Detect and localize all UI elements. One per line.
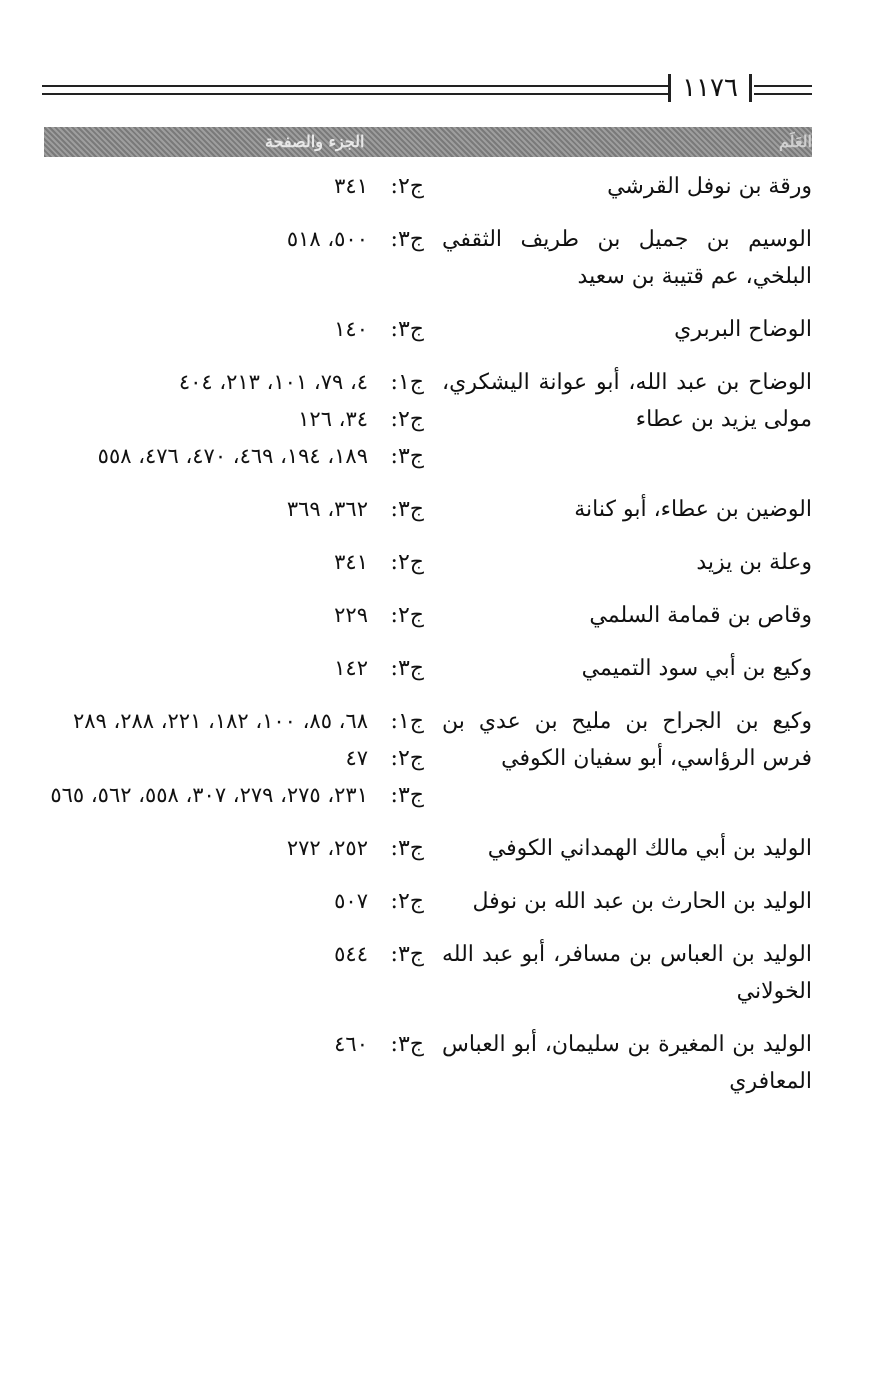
- volume-label: ج٣:: [390, 227, 424, 252]
- entry-name: الوليد بن الحارث بن عبد الله بن نوفل: [472, 889, 812, 914]
- volume-label: ج٣:: [390, 444, 424, 469]
- entry-references: [44, 311, 424, 348]
- page-numbers: ٢٣١، ٢٧٥، ٢٧٩، ٣٠٧، ٥٥٨، ٥٦٢، ٥٦٥: [50, 783, 368, 807]
- reference-line: [44, 364, 424, 401]
- header-divider: [668, 74, 671, 102]
- page-numbers: ٣٦٢، ٣٦٩: [286, 497, 368, 521]
- column-header-band: [44, 127, 812, 157]
- entry-name: وكيع بن الجراح بن مليح بن عدي بن فرس الرؤاسي، أبو سفيان الكوفي: [442, 709, 812, 771]
- volume-label: ج١:: [390, 370, 424, 395]
- column-header-name: العَلَم: [779, 132, 812, 151]
- volume-label: ج٣:: [390, 317, 424, 342]
- volume-label: ج٢:: [390, 550, 424, 575]
- volume-label: ج٢:: [390, 174, 424, 199]
- entry-name: الوضاح البربري: [674, 317, 812, 342]
- index-entry: [44, 1026, 812, 1100]
- reference-line: [44, 438, 424, 475]
- reference-line: [44, 311, 424, 348]
- volume-label: ج٢:: [390, 603, 424, 628]
- entry-references: [44, 221, 424, 258]
- volume-label: ج٢:: [390, 407, 424, 432]
- entry-name: الوليد بن العباس بن مسافر، أبو عبد الله الخولاني: [442, 942, 812, 1004]
- entry-name: ورقة بن نوفل القرشي: [607, 174, 812, 199]
- page-numbers: ٢٥٢، ٢٧٢: [286, 836, 368, 860]
- reference-line: [44, 1026, 424, 1063]
- volume-label: ج٣:: [390, 497, 424, 522]
- header-divider: [749, 74, 752, 102]
- page-numbers: ٣٤، ١٢٦: [298, 407, 368, 431]
- page-header: [42, 74, 812, 104]
- reference-line: [44, 740, 424, 777]
- index-entry: [44, 311, 812, 348]
- index-entry: [44, 544, 812, 581]
- index-entry: [44, 491, 812, 528]
- page-numbers: ٢٢٩: [334, 603, 368, 627]
- entry-name: وقاص بن قمامة السلمي: [589, 603, 812, 628]
- reference-line: [44, 936, 424, 973]
- volume-label: ج٢:: [390, 889, 424, 914]
- entry-references: [44, 364, 424, 475]
- volume-label: ج٣:: [390, 1032, 424, 1057]
- reference-line: [44, 544, 424, 581]
- reference-line: [44, 597, 424, 634]
- page-numbers: ١٤٢: [334, 656, 368, 680]
- entry-name: الوليد بن المغيرة بن سليمان، أبو العباس المعافري: [442, 1032, 812, 1094]
- reference-line: [44, 491, 424, 528]
- entry-name: الوضين بن عطاء، أبو كنانة: [574, 497, 812, 522]
- reference-line: [44, 830, 424, 867]
- index-entries: [44, 168, 812, 1116]
- volume-label: ج٣:: [390, 656, 424, 681]
- entry-references: [44, 597, 424, 634]
- page-numbers: ٥٠٠، ٥١٨: [286, 227, 368, 251]
- volume-label: ج٢:: [390, 746, 424, 771]
- reference-line: [44, 401, 424, 438]
- index-entry: [44, 936, 812, 1010]
- entry-references: [44, 1026, 424, 1063]
- page-numbers: ٤٦٠: [334, 1032, 368, 1056]
- entry-name: وعلة بن يزيد: [696, 550, 812, 575]
- entry-references: [44, 703, 424, 814]
- index-entry: [44, 650, 812, 687]
- entry-references: [44, 544, 424, 581]
- entry-references: [44, 883, 424, 920]
- index-entry: [44, 168, 812, 205]
- index-entry: [44, 830, 812, 867]
- reference-line: [44, 777, 424, 814]
- volume-label: ج٣:: [390, 783, 424, 808]
- reference-line: [44, 703, 424, 740]
- entry-references: [44, 168, 424, 205]
- index-entry: [44, 703, 812, 814]
- volume-label: ج٣:: [390, 942, 424, 967]
- reference-line: [44, 221, 424, 258]
- entry-name: وكيع بن أبي سود التميمي: [581, 656, 812, 681]
- reference-line: [44, 883, 424, 920]
- header-rule-right: [754, 85, 812, 95]
- index-entry: [44, 221, 812, 295]
- page-numbers: ٦٨، ٨٥، ١٠٠، ١٨٢، ٢٢١، ٢٨٨، ٢٨٩: [72, 709, 368, 733]
- column-header-volume-page: الجزء والصفحة: [265, 132, 365, 151]
- page-numbers: ١٨٩، ١٩٤، ٤٦٩، ٤٧٠، ٤٧٦، ٥٥٨: [97, 444, 368, 468]
- page-numbers: ٤، ٧٩، ١٠١، ٢١٣، ٤٠٤: [178, 370, 368, 394]
- entry-references: [44, 650, 424, 687]
- page-numbers: ٥٤٤: [334, 942, 368, 966]
- page-numbers: ١٤٠: [334, 317, 368, 341]
- volume-label: ج١:: [390, 709, 424, 734]
- page-number: ١١٧٦: [682, 73, 738, 103]
- index-entry: [44, 364, 812, 475]
- index-entry: [44, 883, 812, 920]
- index-entry: [44, 597, 812, 634]
- page-numbers: ٣٤١: [334, 550, 368, 574]
- header-rule-left: [42, 85, 668, 95]
- entry-references: [44, 830, 424, 867]
- page-numbers: ٤٧: [345, 746, 368, 770]
- volume-label: ج٣:: [390, 836, 424, 861]
- entry-name: الوسيم بن جميل بن طريف الثقفي البلخي، عم قتيبة بن سعيد: [442, 227, 812, 289]
- entry-name: الوضاح بن عبد الله، أبو عوانة اليشكري، مولى يزيد بن عطاء: [442, 370, 812, 432]
- entry-references: [44, 491, 424, 528]
- page-numbers: ٣٤١: [334, 174, 368, 198]
- page-numbers: ٥٠٧: [334, 889, 368, 913]
- entry-references: [44, 936, 424, 973]
- reference-line: [44, 650, 424, 687]
- entry-name: الوليد بن أبي مالك الهمداني الكوفي: [487, 836, 812, 861]
- reference-line: [44, 168, 424, 205]
